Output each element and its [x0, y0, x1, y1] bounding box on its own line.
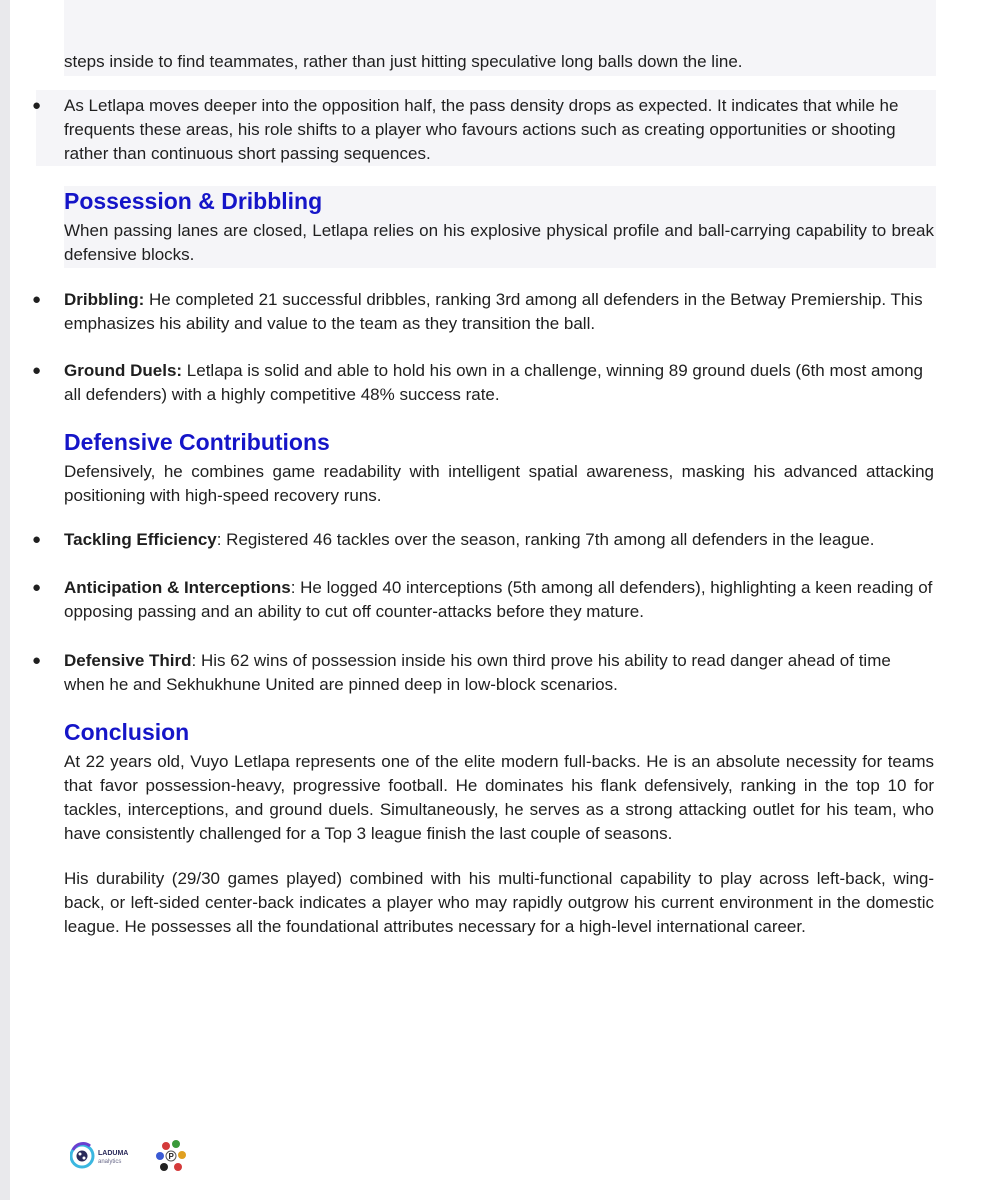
footer-logos — [70, 1138, 200, 1174]
conclusion-heading: Conclusion — [64, 719, 190, 745]
ground-duels-label: Ground Duels: — [64, 361, 183, 380]
bullet-dot: ● — [32, 652, 42, 669]
tackling-bullet — [64, 528, 934, 552]
ground-duels-text: Letlapa is solid and able to hold his own in a challenge, winning 89 ground duels (6th most among all defenders) with a highly competitive 48% success rate. — [64, 361, 923, 404]
laduma-logo-line1: LADUMA — [98, 1150, 129, 1157]
defensive-third-label: Defensive Third — [64, 651, 192, 670]
intro-continuation: steps inside to find teammates, rather than just hitting speculative long balls down the line. — [64, 52, 743, 71]
interceptions-bullet — [64, 576, 934, 624]
possession-paragraph: When passing lanes are closed, Letlapa relies on his explosive physical profile and ball-carrying capability to break defensive blocks. — [64, 221, 934, 264]
ground-duels-bullet — [64, 359, 934, 407]
tackling-text: : Registered 46 tackles over the season, ranking 7th among all defenders in the league. — [216, 530, 875, 549]
defensive-third-bullet — [64, 649, 934, 697]
p-badge-logo — [156, 1140, 186, 1171]
conclusion-paragraph-2: His durability (29/30 games played) combined with his multi-functional capability to play across left-back, wing-back, or left-sided center-back indicates a player who may rapidly outgrow his current environment in the domestic league. He possesses all the foundational attributes necessary for a high-level international career. — [64, 869, 934, 936]
defensive-paragraph: Defensively, he combines game readability with intelligent spatial awareness, masking his advanced attacking positioning with high-speed recovery runs. — [64, 462, 934, 505]
bullet-dot: ● — [32, 291, 42, 308]
p-badge-letter: P — [168, 1152, 174, 1161]
possession-heading: Possession & Dribbling — [64, 188, 323, 214]
defensive-heading: Defensive Contributions — [64, 429, 330, 455]
dribbling-label: Dribbling: — [64, 290, 145, 309]
tackling-label: Tackling Efficiency — [64, 530, 217, 549]
intro-bullet: As Letlapa moves deeper into the opposition half, the pass density drops as expected. It indicates that while he frequents these areas, his role shifts to a player who favours actions such as creating opportunities or shooting rather than continuous short passing sequences. — [64, 96, 899, 163]
dribbling-text: He completed 21 successful dribbles, ranking 3rd among all defenders in the Betway Premiership. This emphasizes his ability and value to the team as they transition the ball. — [64, 290, 923, 333]
interceptions-text: : He logged 40 interceptions (5th among all defenders), highlighting a keen reading of opposing passing and an ability to cut off counter-attacks before they mature. — [64, 578, 933, 621]
bullet-dot: ● — [32, 97, 42, 114]
bullet-dot: ● — [32, 362, 42, 379]
laduma-logo-line2: analytics — [98, 1159, 122, 1165]
interceptions-label: Anticipation & Interceptions — [64, 578, 291, 597]
dribbling-bullet — [64, 288, 934, 336]
defensive-third-text: : His 62 wins of possession inside his own third prove his ability to read danger ahead of time when he and Sekhukhune United are pinned deep in low-block scenarios. — [64, 651, 891, 694]
page-left-border — [0, 0, 10, 1200]
conclusion-paragraph-1: At 22 years old, Vuyo Letlapa represents one of the elite modern full-backs. He is an absolute necessity for teams that favor possession-heavy, progressive football. He dominates his flank defensively, ranking in the top 10 for tackles, interceptions, and ground duels. Simultaneously, he serves as a strong attacking outlet for his team, who have consistently challenged for a Top 3 league finish the last couple of seasons. — [64, 752, 934, 843]
bullet-dot: ● — [32, 579, 42, 596]
laduma-analytics-logo — [70, 1138, 200, 1178]
bullet-dot: ● — [32, 531, 42, 548]
